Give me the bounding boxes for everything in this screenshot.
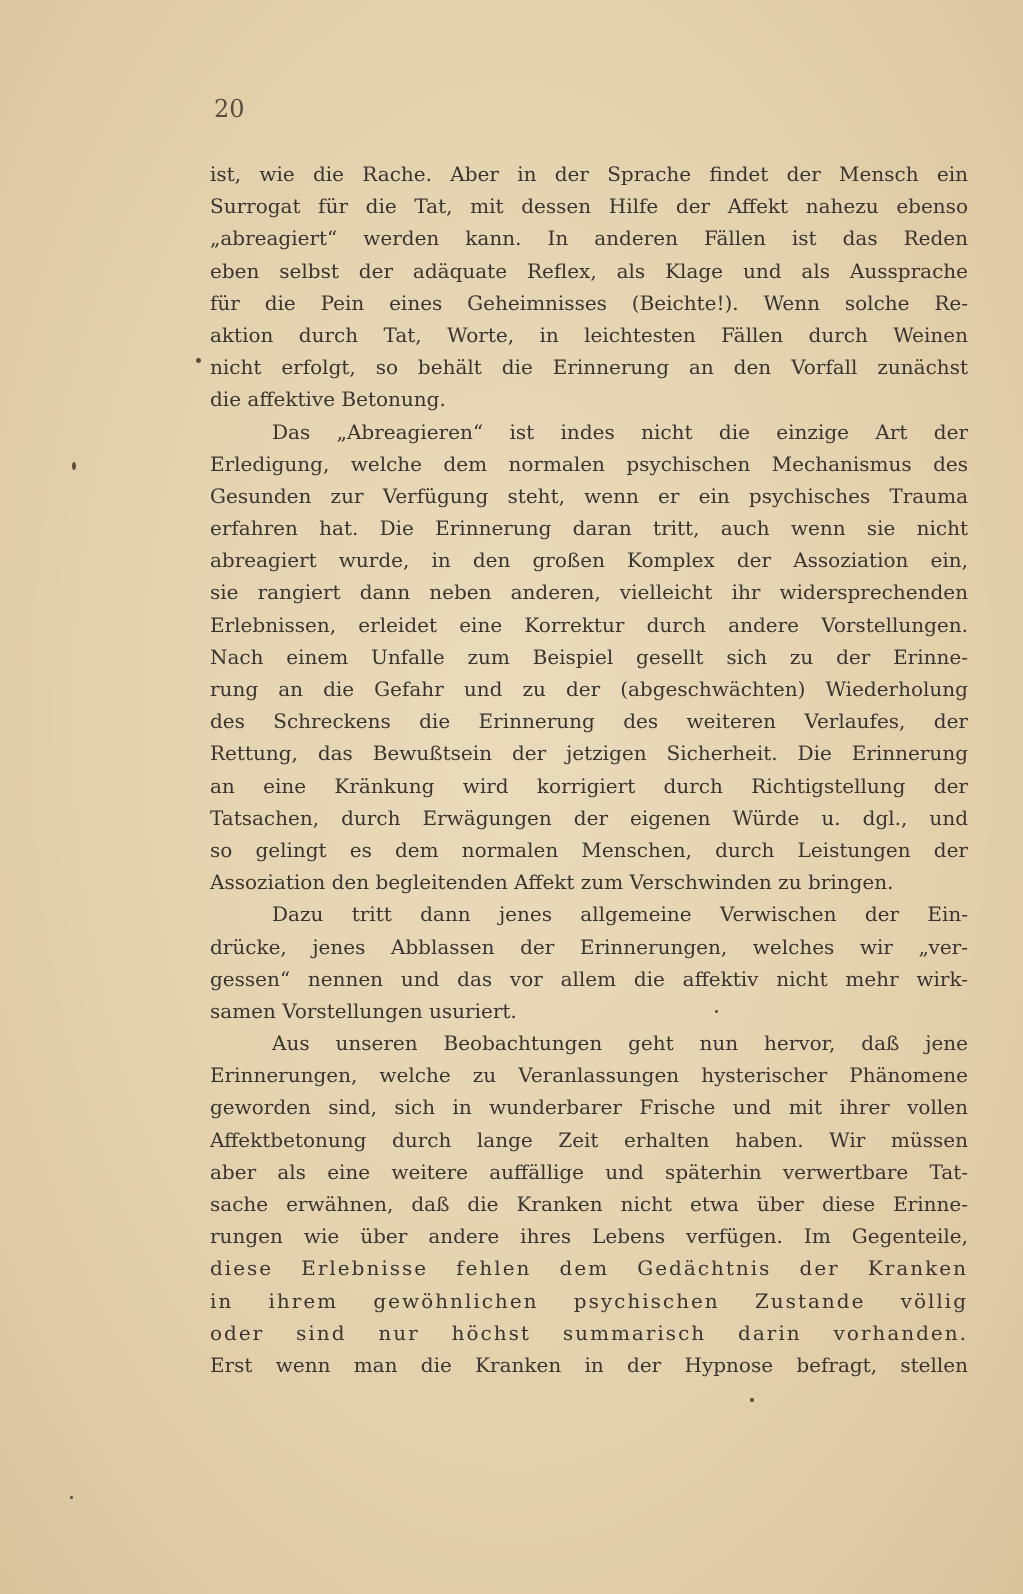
text-line: Gesunden zur Verfügung steht, wenn er ein psychisches Trauma xyxy=(210,483,968,508)
text-line: für die Pein eines Geheimnisses (Beichte!). Wenn solche Re- xyxy=(210,290,968,315)
text-line: aber als eine weitere auffällige und späterhin verwertbare Tat- xyxy=(210,1159,968,1184)
ink-speck xyxy=(715,1010,718,1013)
paragraph xyxy=(210,416,968,899)
ink-speck xyxy=(750,1398,754,1402)
text-line: rung an die Gefahr und zu der (abgeschwächten) Wiederholung xyxy=(210,677,968,701)
text-line: Erst wenn man die Kranken in der Hypnose befragt, stellen xyxy=(210,1352,968,1377)
text-line: eben selbst der adäquate Reflex, als Klage und als Aussprache xyxy=(210,258,968,283)
text-line: Tatsachen, durch Erwägungen der eigenen Würde u. dgl., und xyxy=(210,805,968,830)
text-line: Aus unseren Beobachtungen geht nun hervor, daß jene xyxy=(272,1031,968,1056)
text-line: diese Erlebnisse fehlen dem Gedächtnis der Kranken xyxy=(210,1256,968,1281)
text-line: an eine Kränkung wird korrigiert durch Richtigstellung der xyxy=(210,773,968,798)
text-line: Erledigung, welche dem normalen psychischen Mechanismus des xyxy=(210,451,968,476)
text-line: Surrogat für die Tat, mit dessen Hilfe der Affekt nahezu ebenso xyxy=(210,194,968,219)
text-line: samen Vorstellungen usuriert. xyxy=(210,998,517,1023)
text-line: Erinnerungen, welche zu Veranlassungen hysterischer Phänomene xyxy=(210,1063,968,1088)
text-line: drücke, jenes Abblassen der Erinnerungen, welches wir „ver- xyxy=(210,934,968,959)
text-line: Affektbetonung durch lange Zeit erhalten haben. Wir müssen xyxy=(210,1127,968,1152)
text-line: Das „Abreagieren“ ist indes nicht die einzige Art der xyxy=(272,419,968,444)
text-line: erfahren hat. Die Erinnerung daran tritt, auch wenn sie nicht xyxy=(210,516,968,541)
text-line: so gelingt es dem normalen Menschen, durch Leistungen der xyxy=(210,837,968,862)
text-line: Assoziation den begleitenden Affekt zum Verschwinden zu bringen. xyxy=(210,870,894,895)
text-line: oder sind nur höchst summarisch darin vorhanden. xyxy=(210,1320,968,1345)
text-line: sie rangiert dann neben anderen, vielleicht ihr widersprechenden xyxy=(210,580,968,605)
text-line: Nach einem Unfalle zum Beispiel gesellt sich zu der Erinne- xyxy=(210,644,968,669)
ink-speck xyxy=(70,1496,73,1499)
text-line: Erlebnissen, erleidet eine Korrektur durch andere Vorstellungen. xyxy=(210,612,968,637)
text-line: „abreagiert“ werden kann. In anderen Fällen ist das Reden xyxy=(210,226,968,251)
text-line: sache erwähnen, daß die Kranken nicht etwa über diese Erinne- xyxy=(210,1192,968,1216)
text-line: des Schreckens die Erinnerung des weiteren Verlaufes, der xyxy=(210,709,968,734)
text-line: gessen“ nennen und das vor allem die affektiv nicht mehr wirk- xyxy=(210,966,968,991)
paragraph xyxy=(210,158,968,416)
ink-speck xyxy=(72,462,76,470)
text-line: Dazu tritt dann jenes allgemeine Verwischen der Ein- xyxy=(272,902,968,927)
body-text xyxy=(210,158,968,1381)
page-number: 20 xyxy=(214,95,245,123)
text-line: nicht erfolgt, so behält die Erinnerung an den Vorfall zunächst xyxy=(210,355,968,380)
text-line: die affektive Betonung. xyxy=(210,387,446,412)
text-line: aktion durch Tat, Worte, in leichtesten Fällen durch Weinen xyxy=(210,322,968,347)
ink-speck xyxy=(196,358,201,363)
text-line: abreagiert wurde, in den großen Komplex der Assoziation ein, xyxy=(210,548,968,573)
text-line: in ihrem gewöhnlichen psychischen Zustande völlig xyxy=(210,1288,968,1313)
text-line: rungen wie über andere ihres Lebens verfügen. Im Gegenteile, xyxy=(210,1224,968,1249)
text-line: ist, wie die Rache. Aber in der Sprache findet der Mensch ein xyxy=(210,162,968,186)
text-line: Rettung, das Bewußtsein der jetzigen Sicherheit. Die Erinnerung xyxy=(210,741,968,766)
text-line: geworden sind, sich in wunderbarer Frische und mit ihrer vollen xyxy=(210,1095,968,1120)
paragraph xyxy=(210,1027,968,1381)
paragraph xyxy=(210,898,968,1027)
